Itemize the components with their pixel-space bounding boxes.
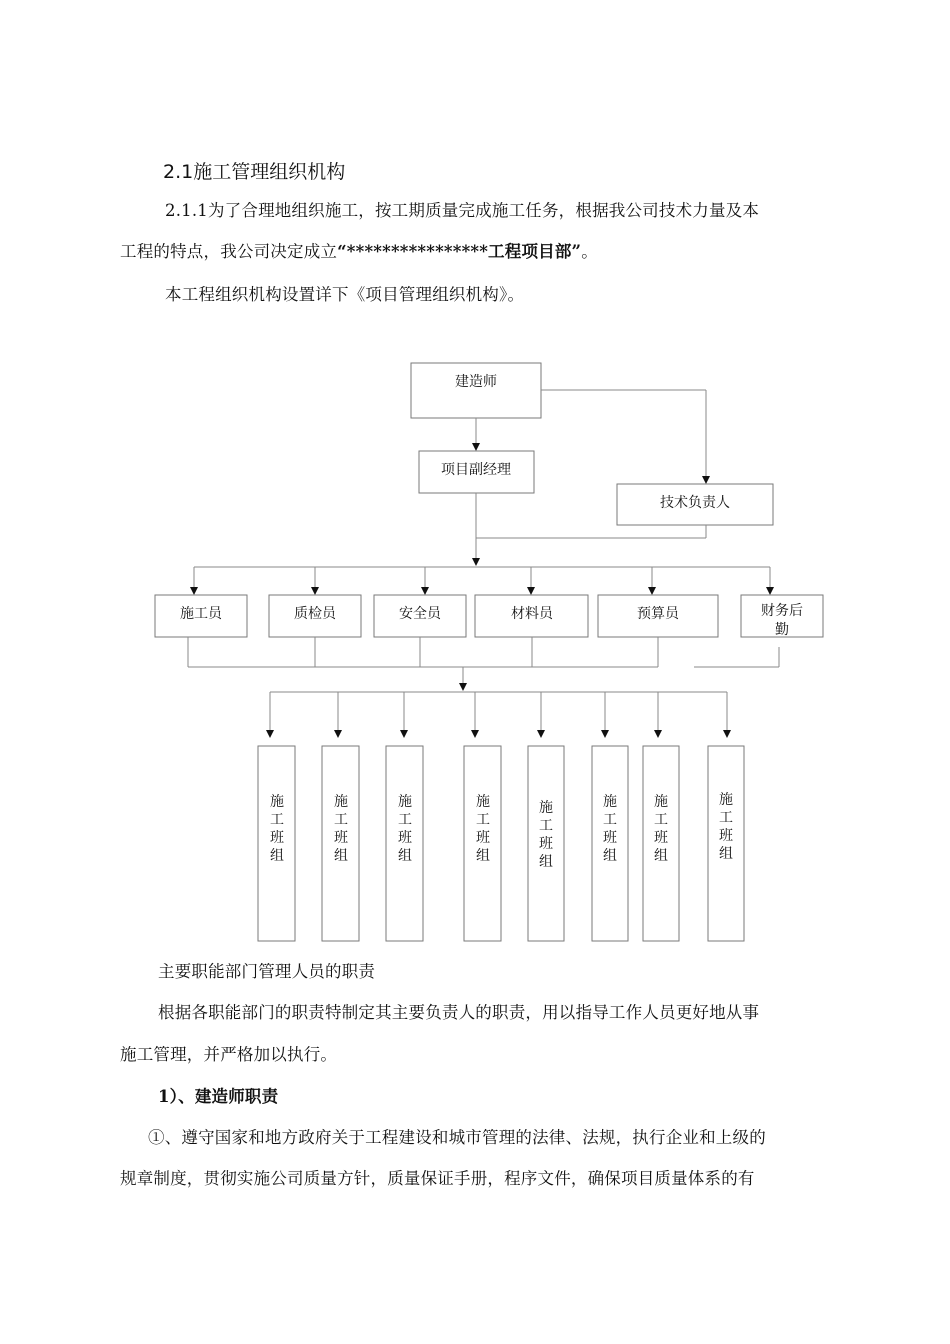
node-materials-officer-label: 材料员 xyxy=(511,606,553,622)
team-8-label-char: 组 xyxy=(719,846,733,862)
node-finance-logistics-label-2: 勤 xyxy=(775,622,789,638)
node-architect-label: 建造师 xyxy=(455,374,497,390)
team-5-label: 施 xyxy=(539,800,553,816)
node-technical-lead-label: 技术负责人 xyxy=(660,495,730,511)
node-quality-inspector xyxy=(269,595,361,637)
team-4-label: 施 xyxy=(476,794,490,810)
team-box-3 xyxy=(386,746,423,941)
node-finance-logistics xyxy=(741,595,823,638)
node-technical-lead xyxy=(617,484,773,525)
team-2-label-char: 工 xyxy=(334,812,348,828)
team-3-label-char: 工 xyxy=(398,812,412,828)
team-box-7 xyxy=(643,746,679,941)
team-6-label: 施 xyxy=(603,794,617,810)
team-3-label-char: 班 xyxy=(398,830,412,846)
node-safety-officer xyxy=(374,595,466,637)
org-intro-paragraph: 本工程组织机构设置详下《项目管理组织机构》。 xyxy=(165,285,525,304)
team-8-label-char: 班 xyxy=(719,828,733,844)
team-8-label-char: 工 xyxy=(719,810,733,826)
team-box-8 xyxy=(708,746,744,941)
team-1-label-char: 工 xyxy=(270,812,284,828)
team-4-label-char: 工 xyxy=(476,812,490,828)
team-5-label-char: 工 xyxy=(539,818,553,834)
node-budget-officer-label: 预算员 xyxy=(637,606,679,622)
team-7-label: 施 xyxy=(654,794,668,810)
node-safety-officer-label: 安全员 xyxy=(399,606,441,622)
team-5-label-char: 班 xyxy=(539,836,553,852)
node-quality-inspector-label: 质检员 xyxy=(294,606,336,622)
team-1-label-char: 组 xyxy=(270,848,284,864)
team-box-1 xyxy=(258,746,295,941)
item1-line2: 规章制度，贯彻实施公司质量方针，质量保证手册，程序文件，确保项目质量体系的有 xyxy=(120,1169,755,1188)
node-materials-officer xyxy=(475,595,588,637)
node-deputy-manager xyxy=(419,451,534,493)
team-7-label-char: 组 xyxy=(654,848,668,864)
paragraph-2-1-1-prefix: 工程的特点，我公司决定成立 xyxy=(120,242,338,261)
team-2-label-char: 班 xyxy=(334,830,348,846)
team-4-label-char: 组 xyxy=(476,848,490,864)
duties-paragraph-line2: 施工管理，并严格加以执行。 xyxy=(120,1045,338,1064)
item1-line1: ①、遵守国家和地方政府关于工程建设和城市管理的法律、法规，执行企业和上级的 xyxy=(148,1128,766,1147)
item1-heading: 1）、建造师职责 xyxy=(158,1087,279,1106)
team-7-label-char: 工 xyxy=(654,812,668,828)
team-6-label-char: 工 xyxy=(603,812,617,828)
duties-paragraph-line1: 根据各职能部门的职责特制定其主要负责人的职责，用以指导工作人员更好地从事 xyxy=(158,1003,760,1022)
team-3-label: 施 xyxy=(398,794,412,810)
team-box-2 xyxy=(322,746,359,941)
team-6-label-char: 组 xyxy=(603,848,617,864)
team-box-6 xyxy=(592,746,628,941)
node-finance-logistics-label-1: 财务后 xyxy=(761,603,803,619)
section-title: 2.1施工管理组织机构 xyxy=(163,161,346,183)
node-constructor-label: 施工员 xyxy=(180,606,222,622)
team-5-label-char: 组 xyxy=(539,854,553,870)
team-2-label: 施 xyxy=(334,794,348,810)
node-architect xyxy=(411,363,541,418)
team-8-label: 施 xyxy=(719,792,733,808)
paragraph-2-1-1-suffix: 。 xyxy=(581,242,598,261)
team-1-label-char: 班 xyxy=(270,830,284,846)
team-4-label-char: 班 xyxy=(476,830,490,846)
paragraph-2-1-1-line1: 2.1.1为了合理地组织施工，按工期质量完成施工任务，根据我公司技术力量及本 xyxy=(165,201,760,220)
node-constructor xyxy=(155,595,247,637)
team-3-label-char: 组 xyxy=(398,848,412,864)
project-department-name: “****************工程项目部” xyxy=(337,242,582,261)
node-budget-officer xyxy=(598,595,718,637)
team-6-label-char: 班 xyxy=(603,830,617,846)
node-deputy-manager-label: 项目副经理 xyxy=(441,462,511,478)
team-box-4 xyxy=(464,746,501,941)
team-2-label-char: 组 xyxy=(334,848,348,864)
duties-heading: 主要职能部门管理人员的职责 xyxy=(158,962,376,981)
team-7-label-char: 班 xyxy=(654,830,668,846)
team-box-5 xyxy=(528,746,564,941)
team-1-label: 施 xyxy=(270,794,284,810)
